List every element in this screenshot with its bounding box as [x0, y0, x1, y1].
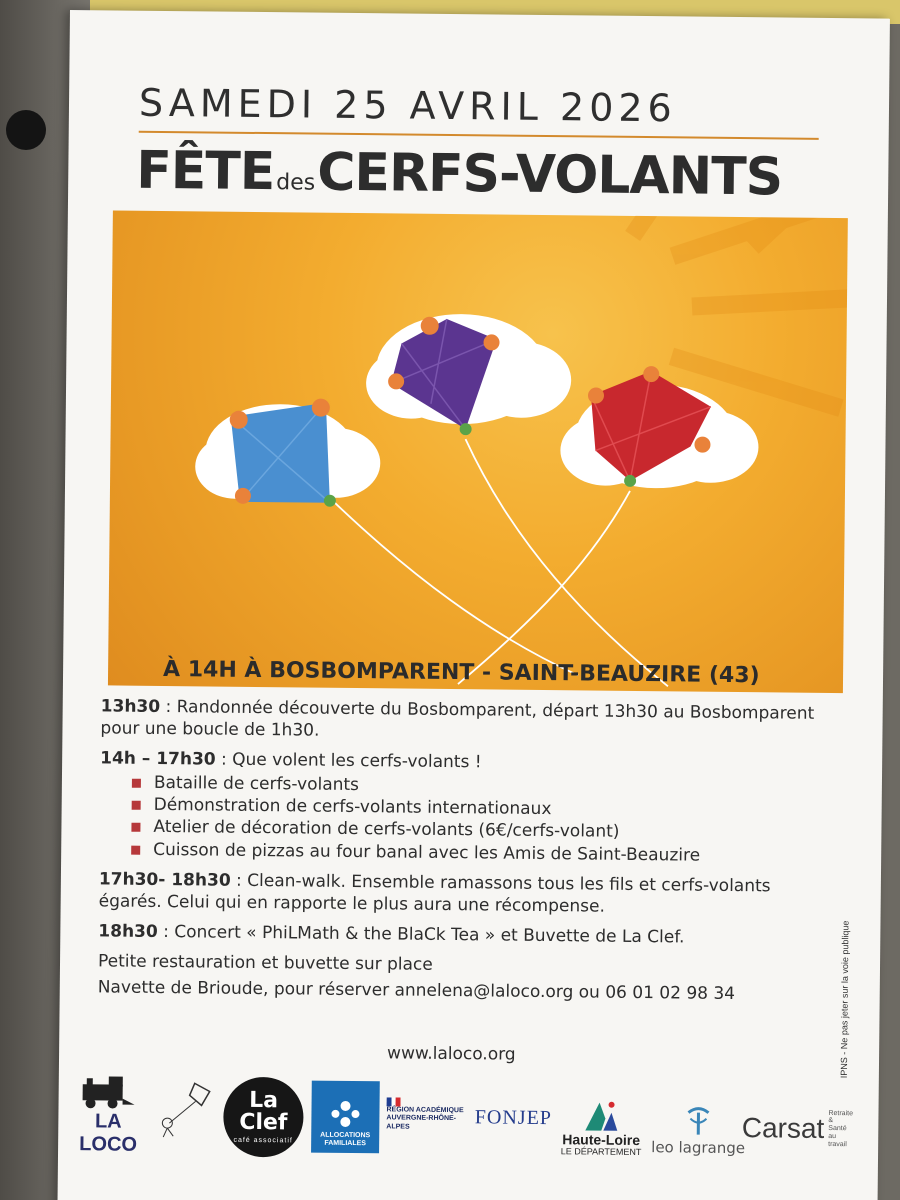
kites-time: 14h – 17h30 — [100, 748, 216, 770]
hike-time: 13h30 — [100, 696, 161, 717]
carsat-sub: Retraite & Santé au travail — [828, 1109, 854, 1148]
kite-blue — [229, 398, 337, 507]
program — [98, 695, 841, 1006]
carsat-logo — [741, 1103, 854, 1154]
haute-loire-sub: LE DÉPARTEMENT — [560, 1146, 642, 1158]
list-item: Bataille de cerfs-volants — [132, 772, 840, 802]
kite-illustration — [108, 210, 848, 693]
kite-drawing-logo — [146, 1069, 222, 1150]
event-location: À 14H À BOSBOMPARENT - SAINT-BEAUZIRE (43) — [162, 657, 760, 689]
kite-sketch-icon — [149, 1079, 220, 1140]
program-block-cleanwalk — [99, 868, 839, 920]
leo-lagrange-label: leo lagrange — [651, 1138, 746, 1158]
laloco-label: LA LOCO — [79, 1110, 138, 1156]
haute-loire-icon — [581, 1098, 621, 1132]
region-logo — [386, 1089, 467, 1140]
kite-banner — [108, 210, 848, 693]
haute-loire-logo — [556, 1087, 647, 1168]
program-block-kites — [99, 748, 840, 868]
cleanwalk-time: 17h30- 18h30 — [98, 869, 231, 891]
kites-text: : Que volent les cerfs-volants ! — [215, 749, 482, 773]
caf-label: ALLOCATIONS FAMILIALES — [320, 1131, 371, 1147]
concert-time: 18h30 — [98, 921, 158, 942]
fonjep-label: FONJEP — [474, 1105, 553, 1129]
event-title — [136, 141, 837, 208]
hike-text: : Randonnée découverte du Bosbomparent, départ 13h30 au Bosbomparent pour une boucle de 1h30. — [100, 696, 815, 741]
title-part-des: des — [276, 170, 316, 196]
list-item: Cuisson de pizzas au four banal avec les Amis de Saint-Beauzire — [131, 838, 839, 868]
title-part-cerfs-volants: CERFS-VOLANTS — [317, 142, 783, 208]
food-info: Petite restauration et buvette sur place — [97, 951, 433, 975]
list-item: Démonstration de cerfs-volants internationaux — [132, 794, 840, 824]
kites-activity-list — [131, 772, 840, 868]
caf-logo — [308, 1077, 383, 1158]
laloco-logo — [68, 1068, 149, 1159]
la-clef-name: La Clef — [239, 1087, 288, 1136]
flyer — [57, 10, 890, 1200]
family-icon — [328, 1098, 362, 1132]
ipns-note: IPNS - Ne pas jeter sur la voie publique — [838, 920, 851, 1079]
program-block-hike — [100, 695, 840, 747]
sponsor-logos — [68, 1068, 854, 1176]
la-clef-logo — [218, 1072, 309, 1163]
carsat-label: Carsat — [741, 1112, 825, 1144]
leo-lagrange-logo — [648, 1092, 749, 1167]
list-item: Atelier de décoration de cerfs-volants (6€/cerfs-volant) — [131, 816, 839, 846]
shuttle-info: Navette de Brioude, pour réserver annelena@laloco.org ou 06 01 02 98 34 — [97, 977, 736, 1005]
leo-lagrange-icon — [680, 1102, 716, 1138]
event-date: SAMEDI 25 AVRIL 2026 — [138, 80, 677, 131]
title-rule — [139, 131, 819, 140]
train-icon — [78, 1070, 138, 1111]
la-clef-sub: café associatif — [233, 1136, 293, 1145]
program-block-concert — [98, 920, 838, 950]
caf-badge — [311, 1081, 380, 1154]
title-part-fete: FÊTE — [136, 140, 275, 203]
region-label: RÉGION ACADÉMIQUE AUVERGNE-RHÔNE-ALPES — [386, 1106, 464, 1131]
cleanwalk-text: : Clean-walk. Ensemble ramassons tous les fils et cerfs-volants égarés. Celui qui en rapporte le plus aura une récompense. — [98, 870, 771, 917]
la-clef-badge — [223, 1077, 304, 1158]
fonjep-logo — [468, 1097, 558, 1138]
concert-text: : Concert « PhiLMath & the BlaCk Tea » et Buvette de La Clef. — [157, 921, 685, 948]
haute-loire-label: Haute-Loire — [562, 1131, 641, 1149]
website-link[interactable]: www.laloco.org — [386, 1043, 516, 1065]
binder-hole — [6, 110, 46, 150]
